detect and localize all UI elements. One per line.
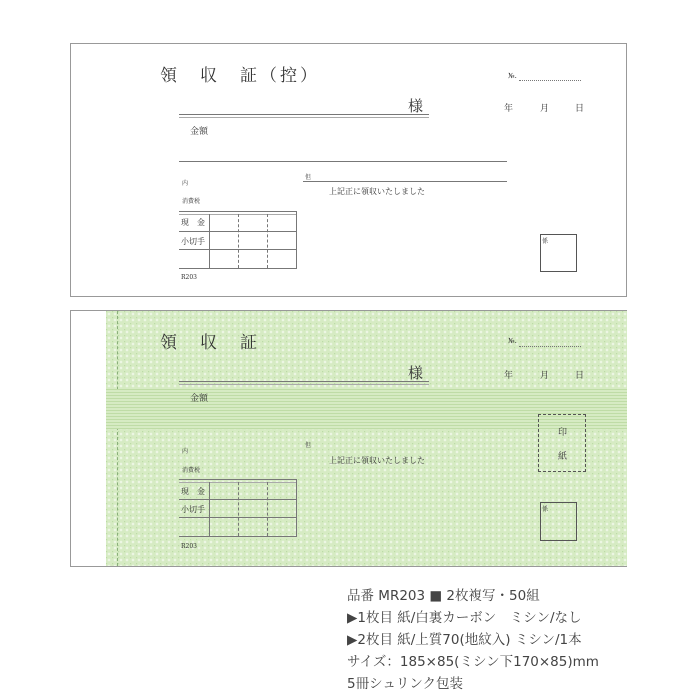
grid-bottom-line (179, 536, 297, 537)
grid-bottom-line (179, 268, 297, 269)
day-label: 日 (575, 371, 585, 381)
tax-label: 消費税 (182, 467, 201, 474)
year-label: 年 (504, 104, 514, 114)
grid-divider (296, 479, 297, 536)
revenue-stamp-box (538, 414, 586, 472)
receipt-title: 領 収 証 (160, 333, 260, 353)
tax-label: 消費税 (182, 198, 201, 205)
receipt-copy-sheet (70, 43, 627, 297)
perforation-line (117, 311, 118, 566)
grid-divider (296, 211, 297, 268)
payer-line (179, 114, 429, 115)
spec-sheet2: ▶2枚目 紙/上質70(地紋入) ミシン/1本 (347, 632, 582, 648)
cash-label: 現 金 (181, 218, 205, 227)
tadashi-label: 但 (305, 442, 312, 449)
kakari-label: 係 (542, 238, 549, 245)
grid-divider (209, 482, 210, 536)
stamp-char-top: 印 (558, 428, 568, 438)
payer-line (179, 381, 429, 382)
grid-divider (267, 214, 268, 268)
number-field (519, 80, 581, 81)
stamp-char-bottom: 紙 (558, 452, 568, 462)
day-label: 日 (575, 104, 585, 114)
grid-divider (238, 482, 239, 536)
uchi-label: 内 (182, 180, 189, 187)
spec-product-code: 品番 MR203 ■ 2枚複写・50組 (347, 588, 540, 604)
sama-label: 様 (408, 97, 424, 115)
form-code: R203 (181, 274, 197, 281)
grid-divider (238, 214, 239, 268)
month-label: 月 (540, 104, 550, 114)
kakari-stamp-box (540, 234, 577, 272)
payer-line-2 (179, 384, 429, 385)
kakari-label: 係 (542, 506, 549, 513)
receipt-original-sheet (70, 310, 627, 567)
receipt-title: 領 収 証（控） (160, 66, 320, 86)
amount-line (179, 161, 507, 162)
tadashi-line (303, 181, 507, 182)
uchi-label: 内 (182, 448, 189, 455)
year-label: 年 (504, 371, 514, 381)
received-text: 上記正に領収いたしました (329, 456, 425, 465)
cash-label: 現 金 (181, 487, 205, 496)
amount-label: 金額 (190, 394, 209, 404)
payer-line-2 (179, 117, 429, 118)
number-label: №. (508, 337, 517, 345)
amount-label: 金額 (190, 127, 209, 137)
month-label: 月 (540, 371, 550, 381)
grid-top-line (179, 211, 297, 212)
sama-label: 様 (408, 364, 424, 382)
kakari-stamp-box (540, 502, 577, 541)
spec-sheet1: ▶1枚目 紙/白裏カーボン ミシン/なし (347, 610, 582, 626)
form-code: R203 (181, 543, 197, 550)
number-field (519, 346, 581, 347)
check-label: 小切手 (181, 237, 205, 246)
grid-divider (267, 482, 268, 536)
number-label: №. (508, 72, 517, 80)
check-label: 小切手 (181, 505, 205, 514)
grid-top-line (179, 479, 297, 480)
received-text: 上記正に領収いたしました (329, 187, 425, 196)
tadashi-label: 但 (305, 174, 312, 181)
spec-size: サイズ：185×85(ミシン下170×85)mm (347, 654, 599, 670)
spec-packaging: 5冊シュリンク包装 (347, 676, 464, 692)
grid-divider (209, 214, 210, 268)
